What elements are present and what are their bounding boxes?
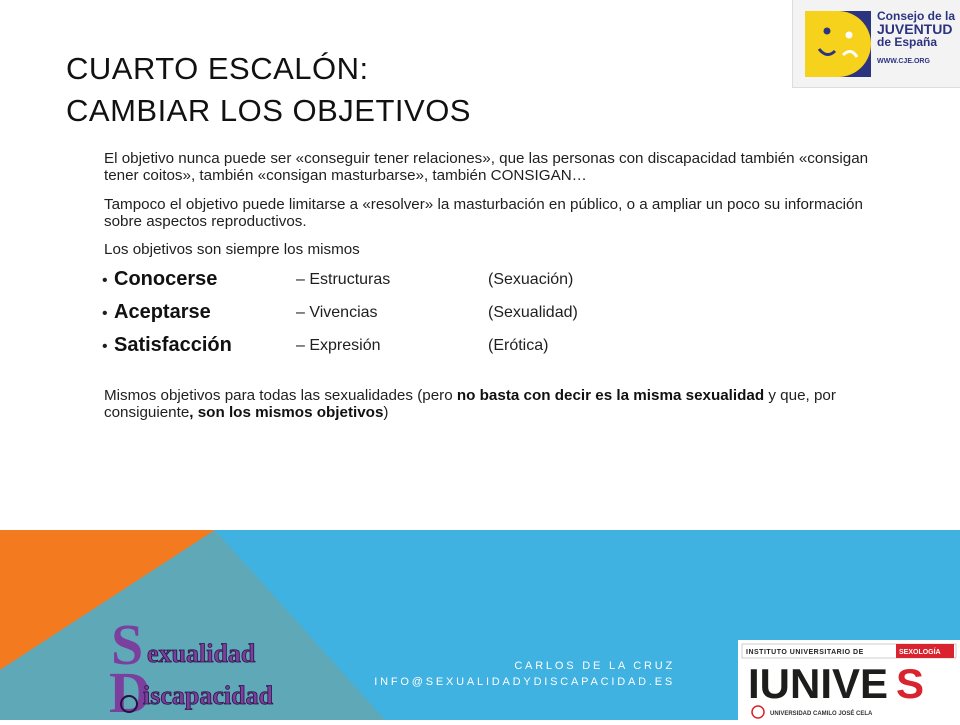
cje-emblem-icon: [799, 5, 877, 83]
paragraph-final: [104, 387, 894, 421]
final-text-1: Mismos objetivos para todas las sexualidades (pero: [104, 387, 457, 404]
slide-title: [66, 48, 471, 132]
ucjc-seal-icon: [752, 706, 764, 718]
objective-term: Satisfacción: [114, 334, 232, 356]
objective-note: (Sexuación): [488, 271, 574, 288]
cje-web: WWW.CJE.ORG: [877, 58, 930, 65]
objectives-list: [104, 266, 894, 365]
paragraph-2: Tampoco el objetivo puede limitarse a «resolver» la masturbación en público, o a ampliar un poco su información sobre aspectos reproductivos.: [104, 196, 863, 230]
cje-line2: JUVENTUD: [877, 21, 953, 37]
objective-note: (Sexualidad): [488, 304, 578, 321]
final-text-2: y que, por consiguiente: [104, 387, 836, 421]
bullet-icon: •: [102, 305, 108, 322]
author-name: CARLOS DE LA CRUZ: [514, 660, 675, 672]
logo-initial-d: D: [109, 660, 151, 720]
objective-term: Aceptarse: [114, 301, 211, 323]
final-bold-1: no basta con decir es la misma sexualidad: [456, 387, 765, 404]
iunives-subtitle: UNIVERSIDAD CAMILO JOSÉ CELA: [770, 711, 873, 717]
objective-note: (Erótica): [488, 337, 549, 354]
iunives-logo: [738, 640, 960, 720]
cje-line3: de España: [877, 35, 938, 49]
bullet-icon: •: [102, 272, 108, 289]
logo-word-sexualidad: exualidad: [147, 639, 256, 668]
iunives-mark: [738, 640, 960, 720]
objective-item: [104, 266, 894, 299]
author-email[interactable]: INFO@SEXUALIDADYDISCAPACIDAD.ES: [374, 676, 675, 688]
paragraph-1: El objetivo nunca puede ser «conseguir tener relaciones», que las personas con discapacidad también «consigan tener coitos», también «consigan masturbarse», también CONSIGAN…: [104, 150, 869, 184]
title-line-2: CAMBIAR LOS OBJETIVOS: [66, 93, 471, 128]
cje-logo: [792, 0, 960, 88]
cje-text: [877, 10, 955, 68]
iunives-header-tag: SEXOLOGÍA: [899, 649, 941, 656]
logo-initial-s: S: [111, 612, 144, 677]
objective-category: – Expresión: [296, 337, 381, 354]
iunives-name: IUNIVE: [748, 660, 889, 707]
objective-category: – Estructuras: [296, 271, 391, 288]
objective-item: [104, 299, 894, 332]
author-block: [374, 658, 675, 690]
paragraph-3: Los objetivos son siempre los mismos: [104, 241, 360, 258]
cje-line1: Consejo de la: [877, 9, 956, 23]
iunives-name-accent: S: [896, 660, 925, 707]
final-text-3: ): [383, 404, 389, 421]
title-line-1: CUARTO ESCALÓN:: [66, 51, 369, 86]
logo-word-discapacidad: iscapacidad: [143, 681, 274, 710]
sexualidad-discapacidad-logo: [105, 612, 310, 720]
bullet-icon: •: [102, 338, 108, 355]
final-bold-2: , son los mismos objetivos: [189, 404, 384, 421]
objective-term: Conocerse: [114, 268, 218, 290]
slide-body: [104, 150, 894, 421]
objective-item: [104, 332, 894, 365]
objective-category: – Vivencias: [296, 304, 378, 321]
iunives-header: INSTITUTO UNIVERSITARIO DE: [746, 649, 864, 656]
